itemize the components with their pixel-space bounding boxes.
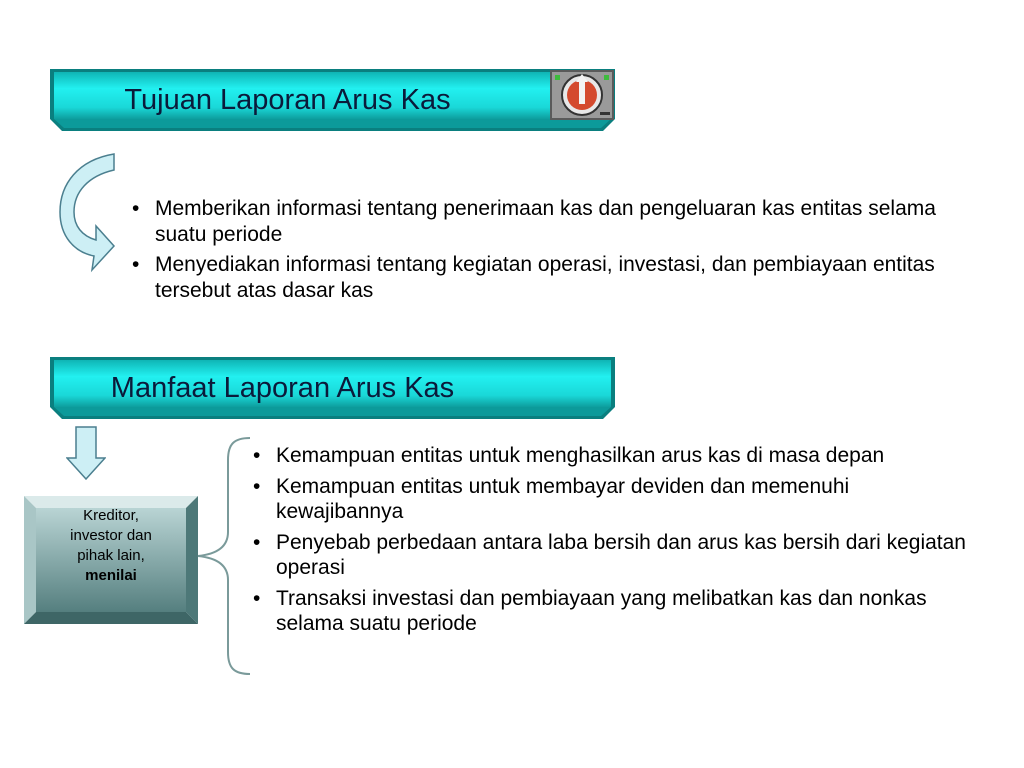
curved-arrow-icon [56,152,118,274]
list-item: • Penyebab perbedaan antara laba bersih dan arus kas bersih dari kegiatan operasi [249,530,969,581]
manfaat-list [249,443,969,642]
box-line: Kreditor, [83,507,139,524]
list-item: • Kemampuan entitas untuk membayar deviden dan memenuhi kewajibannya [249,474,969,525]
banner-manfaat [50,357,615,419]
section-title: Manfaat Laporan Arus Kas [110,371,455,404]
banner-tujuan [50,69,615,131]
brace-icon [196,436,252,676]
down-arrow-icon [66,426,106,480]
list-item: • Kemampuan entitas untuk menghasilkan arus kas di masa depan [249,443,969,469]
box-line: investor dan [70,527,152,544]
list-item: • Menyediakan informasi tentang kegiatan operasi, investasi, dan pembiayaan entitas tersebut atas dasar kas [128,252,948,303]
tujuan-list [128,196,948,308]
box-line: pihak lain, [77,547,145,564]
list-item: • Transaksi investasi dan pembiayaan yang melibatkan kas dan nonkas selama suatu periode [249,586,969,637]
box-line-emphasis: menilai [85,567,137,584]
stakeholder-box [24,496,198,624]
section-title: Tujuan Laporan Arus Kas [124,83,451,116]
gauge-icon [550,70,614,120]
list-item: • Memberikan informasi tentang penerimaan kas dan pengeluaran kas entitas selama suatu periode [128,196,948,247]
